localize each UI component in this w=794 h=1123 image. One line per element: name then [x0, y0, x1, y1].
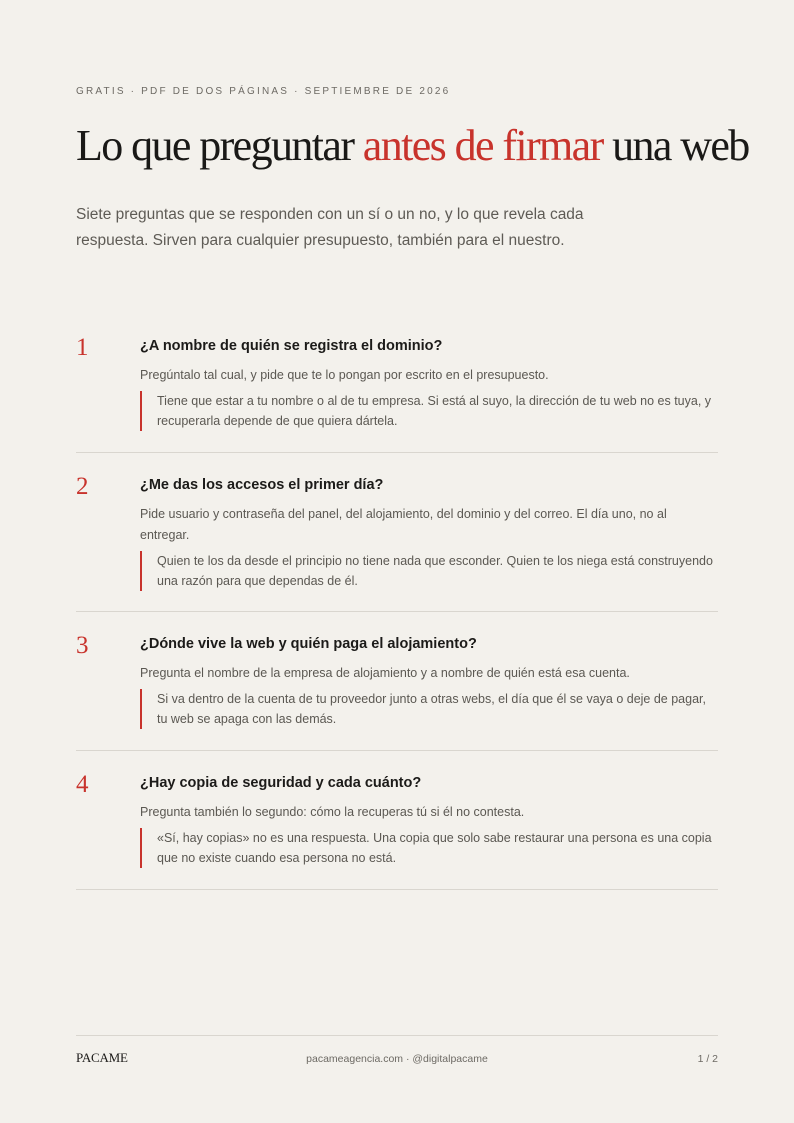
question-item: [76, 334, 718, 453]
question-body: [140, 475, 718, 591]
question-item: [76, 771, 718, 890]
question-title: ¿A nombre de quién se registra el dominio?: [140, 338, 443, 354]
page-footer: [76, 1035, 718, 1082]
question-number: 3: [76, 632, 89, 659]
question-number: 1: [76, 334, 89, 361]
lead-paragraph: Siete preguntas que se responden con un sí o un no, y lo que revela cada respuesta. Sirven para cualquier presupuesto, también para el nuestro.: [76, 206, 584, 249]
question-body: [140, 773, 718, 868]
brand-wordmark: PACAME: [76, 1050, 128, 1065]
question-title: ¿Me das los accesos el primer día?: [140, 477, 384, 493]
question-title: ¿Dónde vive la web y quién paga el alojamiento?: [140, 636, 477, 652]
title-part-after: una web: [602, 121, 749, 170]
question-item: [76, 632, 718, 751]
question-number: 4: [76, 771, 89, 798]
page-title: [76, 118, 749, 174]
question-instruction: Pregunta el nombre de la empresa de alojamiento y a nombre de quién está esa cuenta.: [140, 666, 630, 680]
footer-contact: pacameagencia.com · @digitalpacame: [306, 1053, 488, 1065]
question-insight: «Sí, hay copias» no es una respuesta. Una copia que solo sabe restaurar una persona es una copia que no existe cuando esa persona no está.: [140, 828, 718, 868]
question-title: ¿Hay copia de seguridad y cada cuánto?: [140, 775, 422, 791]
question-insight: Si va dentro de la cuenta de tu proveedor junto a otras webs, el día que él se vaya o deje de pagar, tu web se apaga con las demás.: [140, 689, 718, 729]
question-item: [76, 473, 718, 612]
question-insight: Quien te los da desde el principio no tiene nada que esconder. Quien te los niega está construyendo una razón para que dependas de él.: [140, 551, 718, 591]
question-body: [140, 634, 718, 729]
question-instruction: Pregúntalo tal cual, y pide que te lo pongan por escrito en el presupuesto.: [140, 368, 549, 382]
question-body: [140, 336, 718, 431]
page-number: 1 / 2: [697, 1053, 718, 1065]
question-number: 2: [76, 473, 89, 500]
question-insight: Tiene que estar a tu nombre o al de tu empresa. Si está al suyo, la dirección de tu web no es tuya, y recuperarla depende de que quiera dártela.: [140, 391, 718, 431]
document-page: [76, 0, 749, 1123]
eyebrow: GRATIS · PDF DE DOS PÁGINAS · SEPTIEMBRE DE 2026: [76, 86, 451, 97]
question-instruction: Pide usuario y contraseña del panel, del alojamiento, del dominio y del correo. El día uno, no al entregar.: [140, 507, 667, 542]
title-accent: antes de firmar: [362, 121, 603, 170]
question-instruction: Pregunta también lo segundo: cómo la recuperas tú si él no contesta.: [140, 805, 525, 819]
title-part-before: Lo que preguntar: [76, 121, 363, 170]
